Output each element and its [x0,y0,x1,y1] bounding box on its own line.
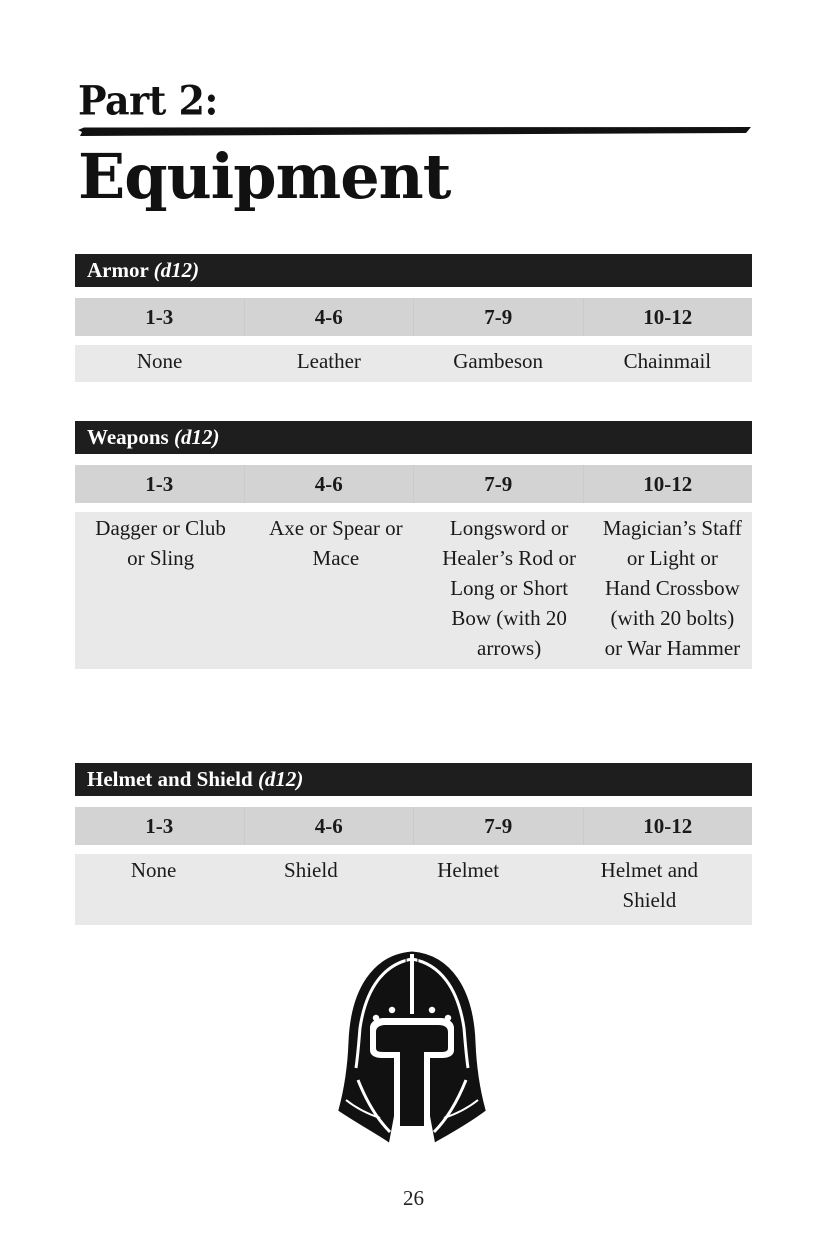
table-die: (d12) [153,258,200,282]
roll-range: 1-3 [145,472,174,496]
result-cell: Helmet and Shield [600,858,699,912]
roll-range: 4-6 [244,465,414,503]
part-label: Part 2: [78,76,218,125]
page-number: 26 [403,1186,424,1210]
result-row [75,512,752,669]
table-title: Helmet and Shield [87,767,253,791]
result-cell: Magician’s Staff or Light or Hand Crossbow (with 20 bolts) or War Hammer [602,516,742,660]
title-rule [78,127,751,136]
roll-range-row [75,807,752,845]
result-cell: Axe or Spear or Mace [269,516,403,570]
roll-range: 10-12 [583,298,753,336]
table-die: (d12) [173,425,220,449]
roll-range: 7-9 [413,807,583,845]
result-cell: Shield [284,858,338,882]
roll-range: 4-6 [244,298,414,336]
result-cell: Gambeson [453,349,544,373]
result-cell: None [136,349,183,373]
roll-range-row [75,298,752,336]
roll-range: 1-3 [145,814,174,838]
result-cell: None [130,858,177,882]
roll-range: 1-3 [145,305,174,329]
result-row [75,345,752,382]
roll-range: 7-9 [413,465,583,503]
table-header [75,763,752,796]
table-title: Weapons [87,425,169,449]
armor-table [75,254,752,382]
table-die: (d12) [257,767,304,791]
table-title: Armor [87,258,149,282]
result-cell: Longsword or Healer’s Rod or Long or Short Bow (with 20 arrows) [442,516,576,660]
weapons-table [75,421,752,669]
helmet-shield-table [75,763,752,925]
result-cell: Helmet [437,858,500,882]
roll-range-row [75,465,752,503]
table-header [75,421,752,454]
chapter-title: Equipment [78,140,451,213]
table-header [75,254,752,287]
knight-helmet-icon [336,950,488,1146]
roll-range: 7-9 [413,298,583,336]
result-cell: Dagger or Club or Sling [95,516,226,570]
result-cell: Chainmail [623,349,712,373]
result-row [75,854,752,925]
roll-range: 4-6 [244,807,414,845]
result-cell: Leather [296,349,361,373]
roll-range: 10-12 [583,807,753,845]
roll-range: 10-12 [583,465,753,503]
